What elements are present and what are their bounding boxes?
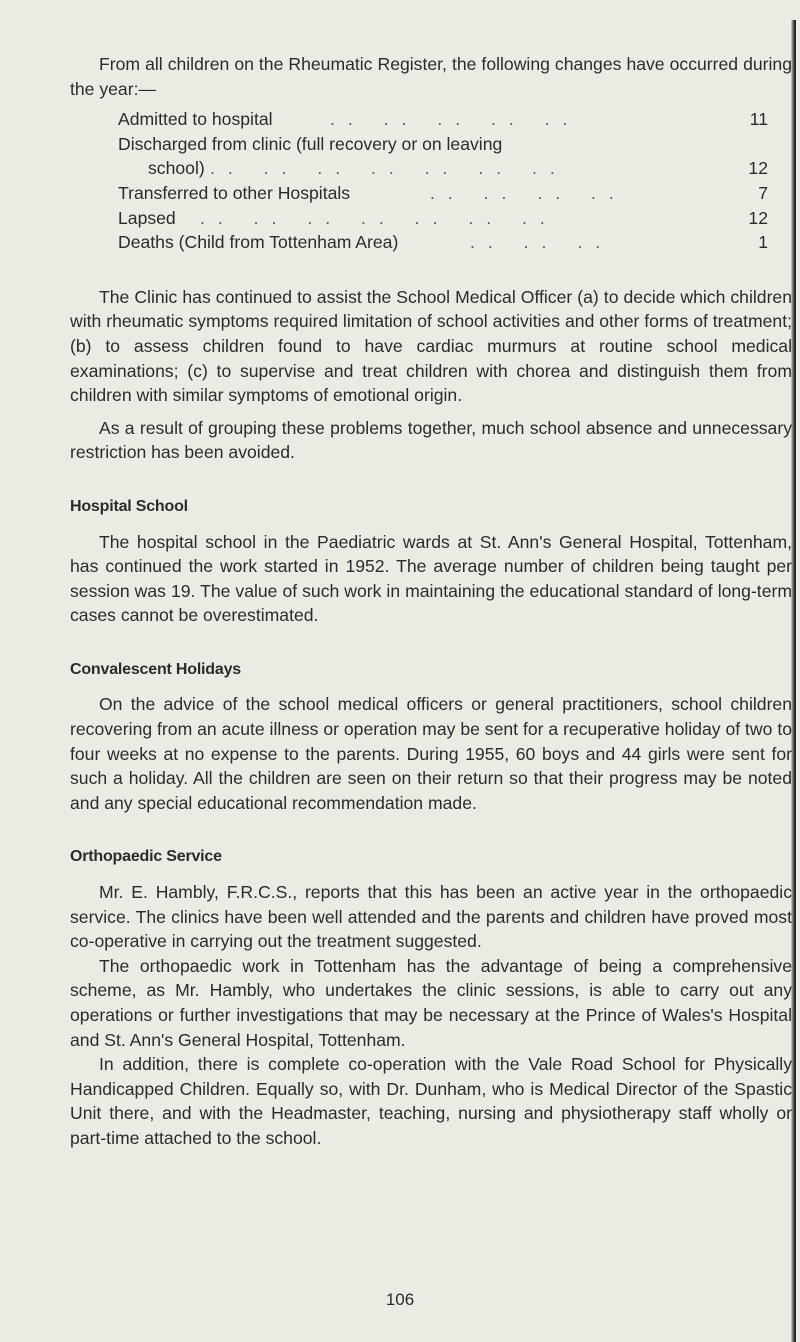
changes-row bbox=[70, 132, 768, 157]
changes-label: Transferred to other Hospitals bbox=[118, 182, 351, 203]
changes-label: Admitted to hospital bbox=[118, 109, 273, 130]
changes-list bbox=[70, 107, 792, 255]
clinic-paragraph: As a result of grouping these problems together, much school absence and unnecessary restriction has been avoided. bbox=[70, 417, 792, 463]
section-heading: Hospital School bbox=[70, 497, 188, 515]
section-heading: Orthopaedic Service bbox=[70, 848, 222, 866]
page-number: 106 bbox=[385, 1290, 415, 1309]
section-paragraph: Mr. E. Hambly, F.R.C.S., reports that this has been an active year in the orthopaedic service. The clinics have been well attended and the parents and children have proved most co-operative in carrying out the treatment suggested. bbox=[70, 882, 792, 952]
section-heading: Convalescent Holidays bbox=[70, 660, 241, 678]
intro-paragraph: From all children on the Rheumatic Register, the following changes have occurred during the year:— bbox=[70, 54, 792, 99]
changes-value: 7 bbox=[758, 182, 768, 203]
changes-label: Lapsed bbox=[118, 207, 176, 228]
section-paragraph: The orthopaedic work in Tottenham has the advantage of being a comprehensive scheme, as Mr. Hambly, who undertakes the clinic sessions, is able to carry out any operations or further investigations that may be necessary at the Prince of Wales's Hospital and St. Ann's General Hospital, Tottenham. bbox=[70, 955, 792, 1050]
changes-value: 12 bbox=[748, 207, 768, 228]
changes-row bbox=[70, 230, 768, 255]
changes-label-continued: school) bbox=[148, 158, 205, 179]
clinic-paragraph: The Clinic has continued to assist the School Medical Officer (a) to decide which children with rheumatic symptoms required limitation of school activities and other forms of treatment; (b) to assess children found to have cardiac murmurs at routine school medical examinations; (c) to supervise and treat children with chorea and distinguish them from children with similar symptoms of emotional origin. bbox=[70, 286, 792, 406]
changes-value: 1 bbox=[758, 232, 768, 253]
page-content bbox=[70, 52, 792, 1151]
section-paragraph: In addition, there is complete co-operation with the Vale Road School for Physically Handicapped Children. Equally so, with Dr. Dunham, who is Medical Director of the Spastic Unit there, and with the Headmaster, teaching, nursing and physiotherapy staff wholly or part-time attached to the school. bbox=[70, 1054, 792, 1148]
dot-leader: .. .. .. .. .. .. .. bbox=[200, 207, 558, 228]
dot-leader: .. .. .. bbox=[470, 232, 614, 253]
dot-leader: .. .. .. .. bbox=[430, 182, 627, 203]
changes-row bbox=[70, 206, 768, 231]
section-paragraph: The hospital school in the Paediatric wards at St. Ann's General Hospital, Tottenham, has continued the work started in 1952. The average number of children being taught per session was 19. The value of such work in maintaining the educational standard of long-term cases cannot be overestimated. bbox=[70, 531, 792, 626]
changes-row bbox=[70, 181, 768, 206]
changes-label: Discharged from clinic (full recovery or on leaving bbox=[118, 133, 503, 154]
changes-label: Deaths (Child from Tottenham Area) bbox=[118, 232, 399, 253]
dot-leader: .. .. .. .. .. .. .. bbox=[210, 158, 568, 179]
changes-value: 12 bbox=[748, 158, 768, 179]
changes-row bbox=[70, 107, 768, 132]
changes-row-continued bbox=[70, 156, 768, 181]
section-paragraph: On the advice of the school medical officers or general practitioners, school children recovering from an acute illness or operation may be sent for a recuperative holiday of two to four weeks at no expense to the parents. During 1955, 60 boys and 44 girls were sent for such a holiday. All the children are seen on their return so that their progress may be noted and any special educational recommendation made. bbox=[70, 694, 792, 813]
changes-value: 11 bbox=[749, 109, 768, 130]
dot-leader: .. .. .. .. .. bbox=[330, 109, 581, 130]
